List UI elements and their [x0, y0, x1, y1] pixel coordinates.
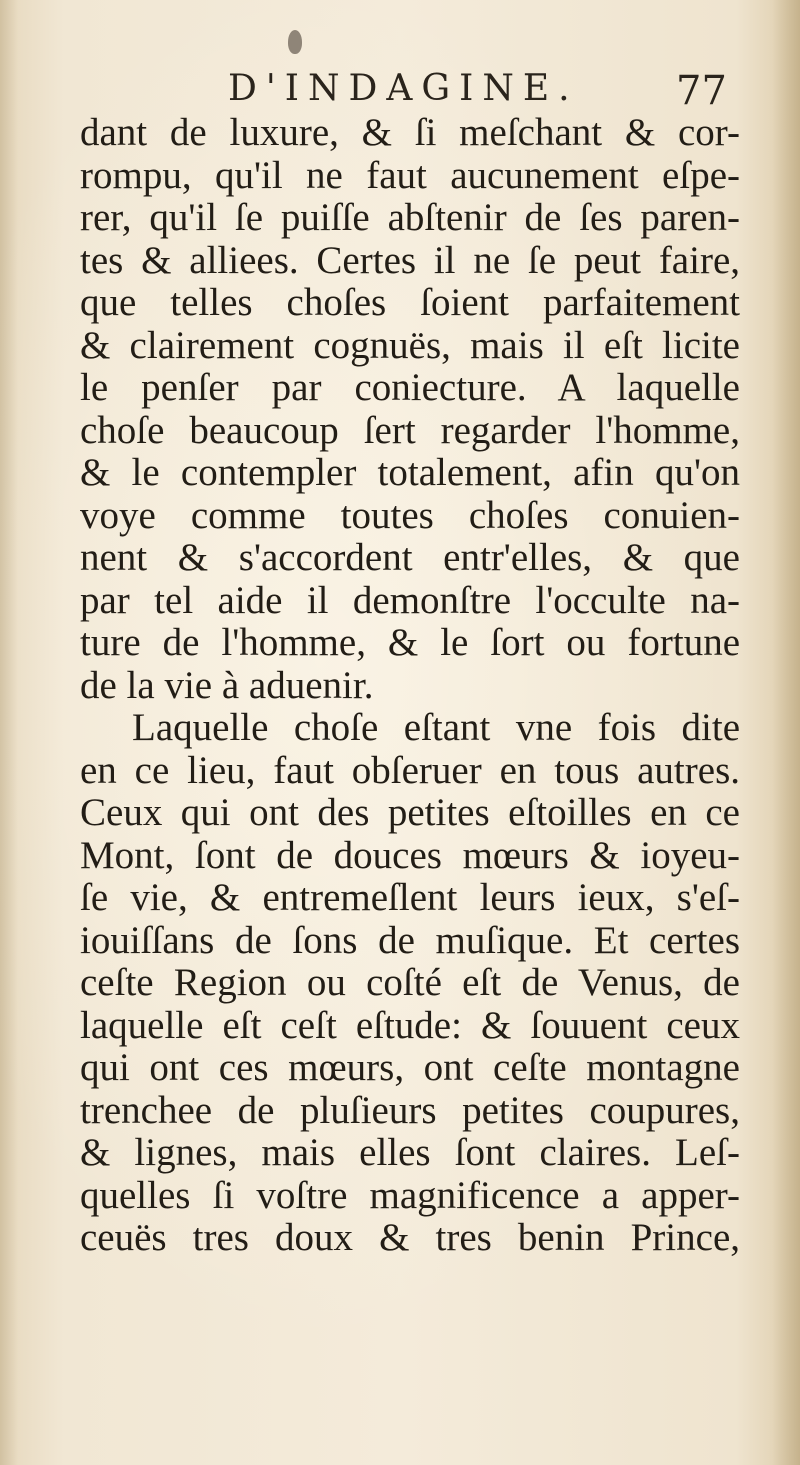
text-line: le penſer par coniecture. A laquelle — [80, 366, 740, 409]
ink-blot — [288, 30, 302, 54]
text-line: nent & s'accordent entr'elles, & que — [80, 536, 740, 579]
paragraph-1 — [80, 112, 740, 707]
text-line: rompu, qu'il ne faut aucunement eſpe- — [80, 153, 740, 197]
page-number: 77 — [676, 68, 727, 114]
text-line: ture de l'homme, & le ſort ou fortune — [80, 621, 740, 664]
text-line: laquelle eſt ceſt eſtude: & ſouuent ceux — [80, 1003, 740, 1047]
body-text — [80, 112, 740, 1260]
text-line: trenchee de pluſieurs petites coupures, — [80, 1088, 740, 1132]
text-line: Laquelle choſe eſtant vne fois dite — [132, 706, 740, 749]
text-line: dant de luxure, & ſi meſchant & cor- — [80, 111, 740, 154]
text-line: & clairement cognuës, mais il eſt licite — [80, 323, 740, 367]
text-line: choſe beaucoup ſert regarder l'homme, — [80, 408, 740, 452]
text-line: que telles choſes ſoient parfaitement — [80, 281, 740, 324]
text-line: Ceux qui ont des petites eſtoilles en ce — [80, 791, 740, 834]
running-title: D'INDAGINE. — [228, 68, 579, 109]
text-line: en ce lieu, faut obſeruer en tous autres. — [80, 748, 740, 792]
text-line: ceuës tres doux & tres benin Prince, — [80, 1216, 740, 1259]
page-gutter-shadow — [0, 0, 18, 1465]
text-line: par tel aide il demonſtre l'occulte na- — [80, 578, 740, 622]
text-line: Mont, ſont de douces mœurs & ioyeu- — [80, 833, 740, 877]
text-line: quelles ſi voſtre magnificence a apper- — [80, 1173, 740, 1217]
text-line: tes & alliees. Certes il ne ſe peut faire, — [80, 238, 740, 282]
text-line: rer, qu'il ſe puiſſe abſtenir de ſes paren- — [80, 196, 740, 239]
text-line: de la vie à aduenir. — [80, 663, 374, 707]
text-line: ſe vie, & entremeſlent leurs ieux, s'eſ- — [80, 876, 740, 919]
text-line: iouiſſans de ſons de muſique. Et certes — [80, 918, 740, 962]
text-line: ceſte Region ou coſté eſt de Venus, de — [80, 961, 740, 1004]
text-line: & le contempler totalement, afin qu'on — [80, 451, 740, 494]
paragraph-2 — [80, 707, 740, 1260]
text-line: & lignes, mais elles ſont claires. Leſ- — [80, 1131, 740, 1174]
text-line: voye comme toutes choſes conuien- — [80, 493, 740, 537]
page-edge-shadow — [772, 0, 800, 1465]
text-line: qui ont ces mœurs, ont ceſte montagne — [80, 1046, 740, 1089]
